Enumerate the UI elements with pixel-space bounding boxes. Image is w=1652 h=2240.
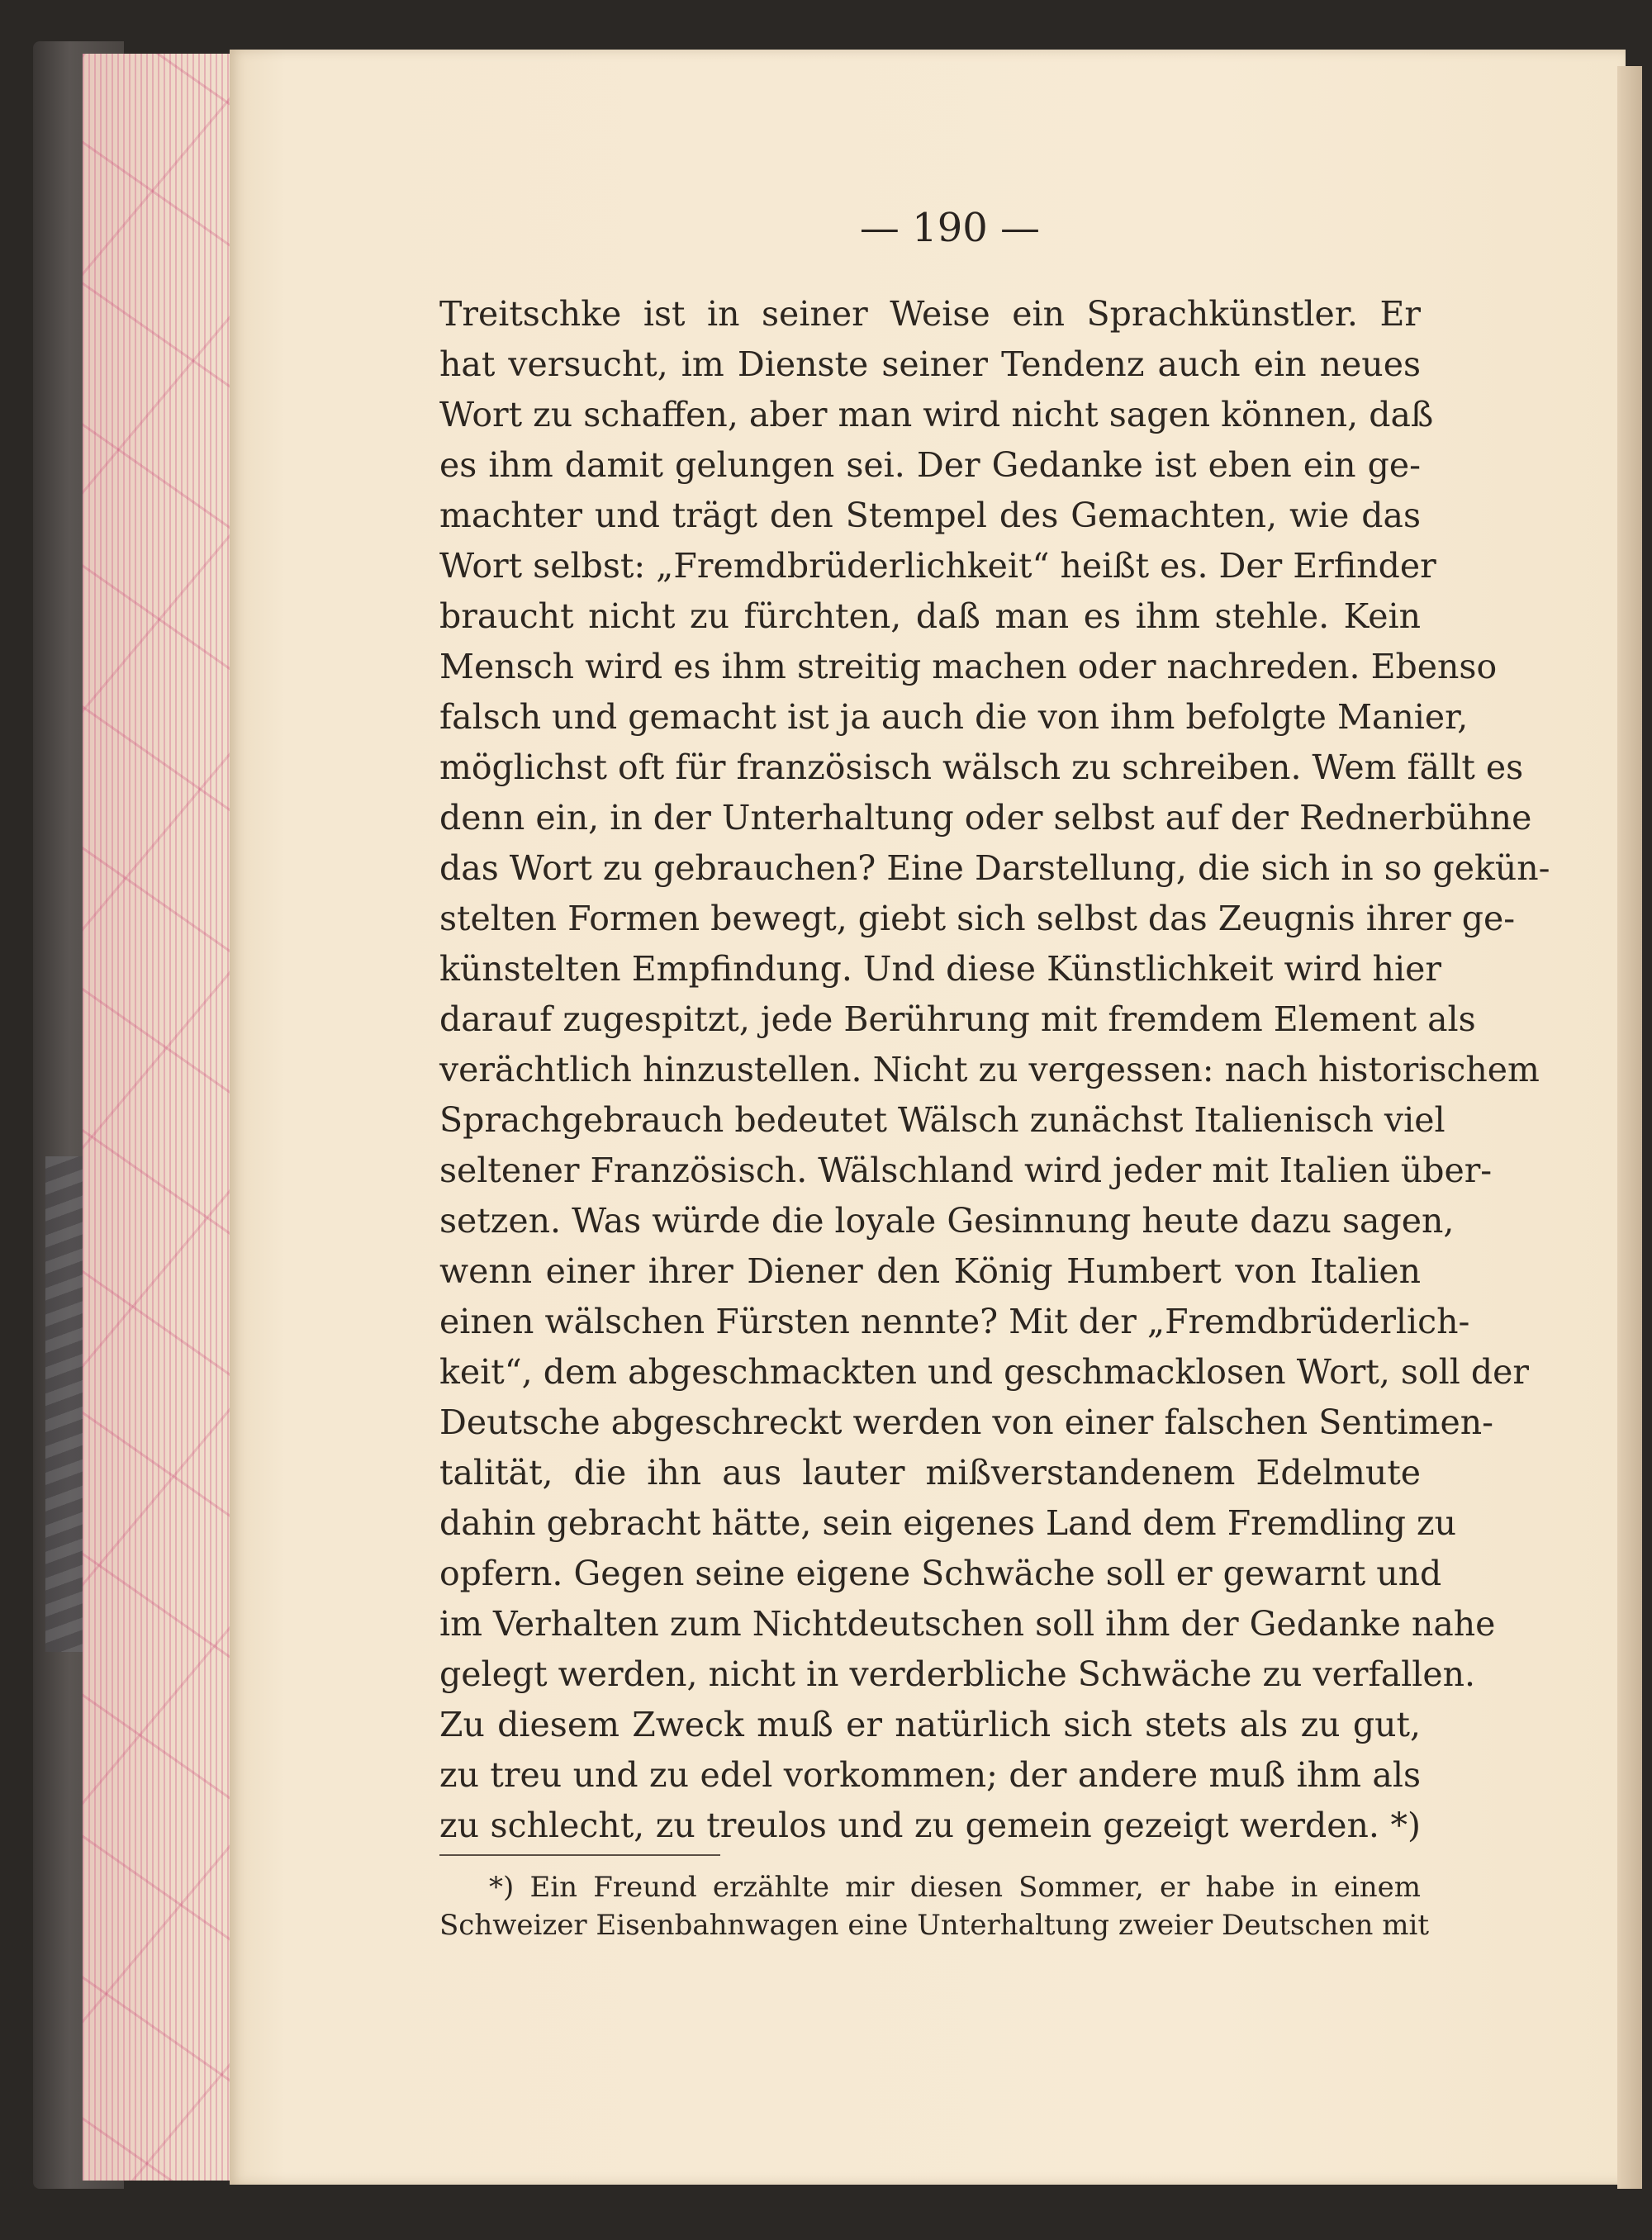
text-line: künstelten Empfindung. Und diese Künstlichkeit wird hier	[439, 949, 1441, 989]
text-line: wenn einer ihrer Diener den König Humbert von Italien	[439, 1251, 1421, 1291]
page-number: — 190 —	[859, 205, 1041, 251]
text-line: zu schlecht, zu treulos und zu gemein gezeigt werden. *)	[439, 1806, 1421, 1845]
text-line: Zu diesem Zweck muß er natürlich sich stets als zu gut,	[439, 1705, 1421, 1744]
text-line: möglichst oft für französisch wälsch zu schreiben. Wem fällt es	[439, 747, 1524, 787]
text-line: Sprachgebrauch bedeutet Wälsch zunächst Italienisch viel	[439, 1100, 1446, 1140]
text-line: Treitschke ist in seiner Weise ein Sprachkünstler. Er	[439, 294, 1421, 334]
text-line: einen wälschen Fürsten nennte? Mit der „Fremdbrüderlich-	[439, 1302, 1470, 1341]
text-line: seltener Französisch. Wälschland wird jeder mit Italien über-	[439, 1151, 1493, 1190]
text-line: hat versucht, im Dienste seiner Tendenz auch ein neues	[439, 344, 1421, 384]
text-line: das Wort zu gebrauchen? Eine Darstellung, die sich in so gekün-	[439, 848, 1550, 888]
marble-pattern	[83, 54, 231, 2181]
page-right-edge	[1617, 66, 1642, 2189]
text-line: Mensch wird es ihm streitig machen oder nachreden. Ebenso	[439, 647, 1498, 686]
footnote-line: Schweizer Eisenbahnwagen eine Unterhaltung zweier Deutschen mit	[439, 1909, 1429, 1942]
text-line: keit“, dem abgeschmackten und geschmacklosen Wort, soll der	[439, 1352, 1530, 1392]
text-line: dahin gebracht hätte, sein eigenes Land dem Fremdling zu	[439, 1503, 1457, 1543]
text-line: darauf zugespitzt, jede Berührung mit fremdem Element als	[439, 999, 1476, 1039]
footnote	[439, 1868, 1429, 1944]
text-line: Wort zu schaffen, aber man wird nicht sagen können, daß	[439, 395, 1434, 434]
body-text	[439, 289, 1550, 1851]
text-line: es ihm damit gelungen sei. Der Gedanke ist eben ein ge-	[439, 445, 1421, 485]
text-line: zu treu und zu edel vorkommen; der andere muß ihm als	[439, 1755, 1421, 1795]
text-line: denn ein, in der Unterhaltung oder selbst auf der Rednerbühne	[439, 798, 1532, 838]
footnote-divider	[439, 1854, 720, 1856]
text-line: talität, die ihn aus lauter mißverstandenem Edelmute	[439, 1453, 1421, 1493]
text-line: stelten Formen bewegt, giebt sich selbst das Zeugnis ihrer ge-	[439, 899, 1516, 938]
text-line: gelegt werden, nicht in verderbliche Schwäche zu verfallen.	[439, 1654, 1476, 1694]
text-line: verächtlich hinzustellen. Nicht zu vergessen: nach historischem	[439, 1050, 1540, 1089]
text-line: braucht nicht zu fürchten, daß man es ihm stehle. Kein	[439, 596, 1421, 636]
text-line: Deutsche abgeschreckt werden von einer falschen Sentimen-	[439, 1402, 1493, 1442]
text-line: im Verhalten zum Nichtdeutschen soll ihm der Gedanke nahe	[439, 1604, 1496, 1644]
text-line: falsch und gemacht ist ja auch die von ihm befolgte Manier,	[439, 697, 1469, 737]
text-line: machter und trägt den Stempel des Gemachten, wie das	[439, 496, 1421, 535]
text-line: Wort selbst: „Fremdbrüderlichkeit“ heißt es. Der Erfinder	[439, 546, 1436, 586]
text-line: setzen. Was würde die loyale Gesinnung heute dazu sagen,	[439, 1201, 1455, 1241]
text-line: opfern. Gegen seine eigene Schwäche soll er gewarnt und	[439, 1554, 1442, 1593]
footnote-line: *) Ein Freund erzählte mir diesen Sommer, er habe in einem	[489, 1871, 1421, 1904]
